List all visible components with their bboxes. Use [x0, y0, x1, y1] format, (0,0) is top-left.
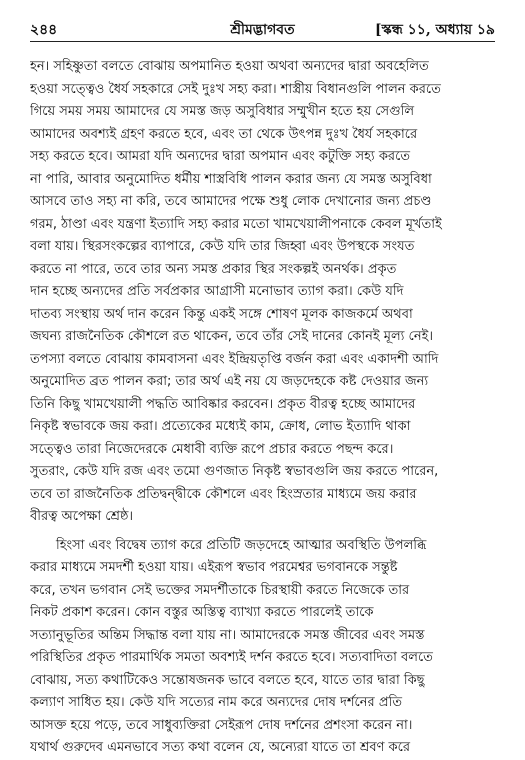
text-line: হন। সহিষ্ণুতা বলতে বোঝায় অপমানিত হওয়া অথবা অন্যদের দ্বারা অবহেলিত [30, 59, 429, 74]
chapter-reference: [স্কন্ধ ১১, অধ্যায় ১৯ [375, 22, 495, 38]
book-title: শ্রীমদ্ভাগবত [230, 22, 295, 38]
text-line: নিকৃষ্ট স্বভাবকে জয় করা। প্রত্যেকের মধ্যেই কাম, ক্রোধ, লোভ ইত্যাদি থাকা [30, 419, 411, 434]
text-line: না পারি, আবার অনুমোদিত ধর্মীয় শাস্ত্রবিধি পালন করার জন্য যে সমস্ত অসুবিধা [30, 171, 432, 187]
text-line: করে, তখন ভগবান সেই ভক্তের সমদর্শীতাকে চিরস্থায়ী করতে নিজেকে তার [30, 582, 410, 598]
text-line: যথার্থ গুরুদেব এমনভাবে সত্য কথা বলেন যে, অন্যেরা যাতে তা শ্রবণ করে [30, 740, 411, 755]
text-line: নিকট প্রকাশ করেন। কোন বস্তুর অস্তিত্ব ব্যাখ্যা করতে পারলেই তাকে [30, 605, 374, 620]
text-line: আসবে তাও সহ্য না করি, তবে আমাদের পক্ষে শুধু লোক দেখানোর জন্য প্রচণ্ড [30, 194, 432, 209]
page-body [30, 56, 500, 760]
text-line: বলা যায়। স্থিরসংকল্পের ব্যাপারে, কেউ যদি তার জিহ্বা এবং উপস্থকে সংযত [30, 239, 415, 254]
text-line: আসক্ত হয়ে পড়ে, তবে সাধুব্যক্তিরা সেইরূপ দোষ দর্শনের প্রশংসা করেন না। [30, 717, 413, 733]
text-line: দান হচ্ছে অন্যদের প্রতি সর্বপ্রকার আগ্রাসী মনোভাব ত্যাগ করা। কেউ যদি [30, 284, 404, 299]
text-line: তবে তা রাজনৈতিক প্রতিদ্বন্দ্বীকে কৌশলে এবং হিংস্রতার মাধ্যমে জয় করার [30, 486, 417, 502]
text-line: বোঝায়, সত্য কথাটিকেও সন্তোষজনক ভাবে বলতে হবে, যাতে তার দ্বারা কিছু [30, 672, 425, 688]
page-header [30, 18, 495, 38]
text-line: বীরত্ব অপেক্ষা শ্রেষ্ঠ। [30, 509, 134, 524]
text-line: হিংসা এবং বিদ্বেষ ত্যাগ করে প্রতিটি জড়দেহে আত্মার অবস্থিতি উপলব্ধি [56, 537, 427, 553]
text-line: জঘন্য রাজনৈতিক কৌশলে রত থাকেন, তবে তাঁর সেই দানের কোনই মূল্য নেই। [30, 329, 434, 344]
text-line: হওয়া সত্ত্বেও ধৈর্য সহকারে সেই দুঃখ সহ্য করা। শাস্ত্রীয় বিধানগুলি পালন করতে [30, 81, 441, 97]
text-line: তিনি কিছু খামখেয়ালী পদ্ধতি আবিষ্কার করবেন। প্রকৃত বীরত্ব হচ্ছে আমাদের [30, 396, 416, 412]
text-line: সুতরাং, কেউ যদি রজ এবং তমো গুণজাত নিকৃষ্ট স্বভাবগুলি জয় করতে পারেন, [30, 464, 439, 479]
text-line: গিয়ে সময় সময় আমাদের যে সমস্ত জড় অসুবিধার সম্মুখীন হতে হয় সেগুলি [30, 104, 415, 119]
header-divider [30, 41, 495, 42]
text-line: সত্ত্বেও তারা নিজেদেরকে মেধাবী ব্যক্তি রূপে প্রচার করতে পছন্দ করে। [30, 441, 394, 457]
text-line: গরম, ঠাণ্ডা এবং যন্ত্রণা ইত্যাদি সহ্য করার মতো খামখেয়ালীপনাকে কেবল মূর্খতাই [30, 216, 442, 232]
text-line: দাতব্য সংস্থায় অর্থ দান করেন কিন্তু একই সঙ্গে শোষণ মূলক কাজকর্মে অথবা [30, 306, 413, 322]
text-line: কল্যাণ সাধিত হয়। কেউ যদি সত্যের নাম করে অন্যদের দোষ দর্শনের প্রতি [30, 695, 402, 710]
paragraph [30, 535, 500, 760]
text-line: সত্যানুভূতির অন্তিম সিদ্ধান্ত বলা যায় না। আমাদেরকে সমস্ত জীবের এবং সমস্ত [30, 627, 425, 643]
text-line: অনুমোদিত ব্রত পালন করা; তার অর্থ এই নয় যে জড়দেহকে কষ্ট দেওয়ার জন্য [30, 374, 429, 389]
text-line: আমাদের অবশ্যই গ্রহণ করতে হবে, এবং তা থেকে উৎপন্ন দুঃখ ধৈর্য সহকারে [30, 126, 418, 142]
text-line: করার মাধ্যমে সমদর্শী হওয়া যায়। এইরূপ স্বভাব পরমেশ্বর ভগবানকে সন্তুষ্ট [30, 560, 398, 575]
text-line: তপস্যা বলতে বোঝায় কামবাসনা এবং ইন্দ্রিয়তৃপ্তি বর্জন করা এবং একাদশী আদি [30, 351, 439, 367]
paragraph [30, 56, 500, 529]
text-line: পরিস্থিতির প্রকৃত পারমার্থিক সমতা অবশ্যই দর্শন করতে হবে। সত্যবাদিতা বলতে [30, 650, 433, 665]
text-line: সহ্য করতে হবে। আমরা যদি অন্যদের দ্বারা অপমান এবং কটুক্তি সহ্য করতে [30, 149, 411, 164]
page-number: ২৪৪ [30, 22, 58, 38]
text-line: করতে না পারে, তবে তার অন্য সমস্ত প্রকার স্থির সংকল্পই অনর্থক। প্রকৃত [30, 261, 397, 277]
